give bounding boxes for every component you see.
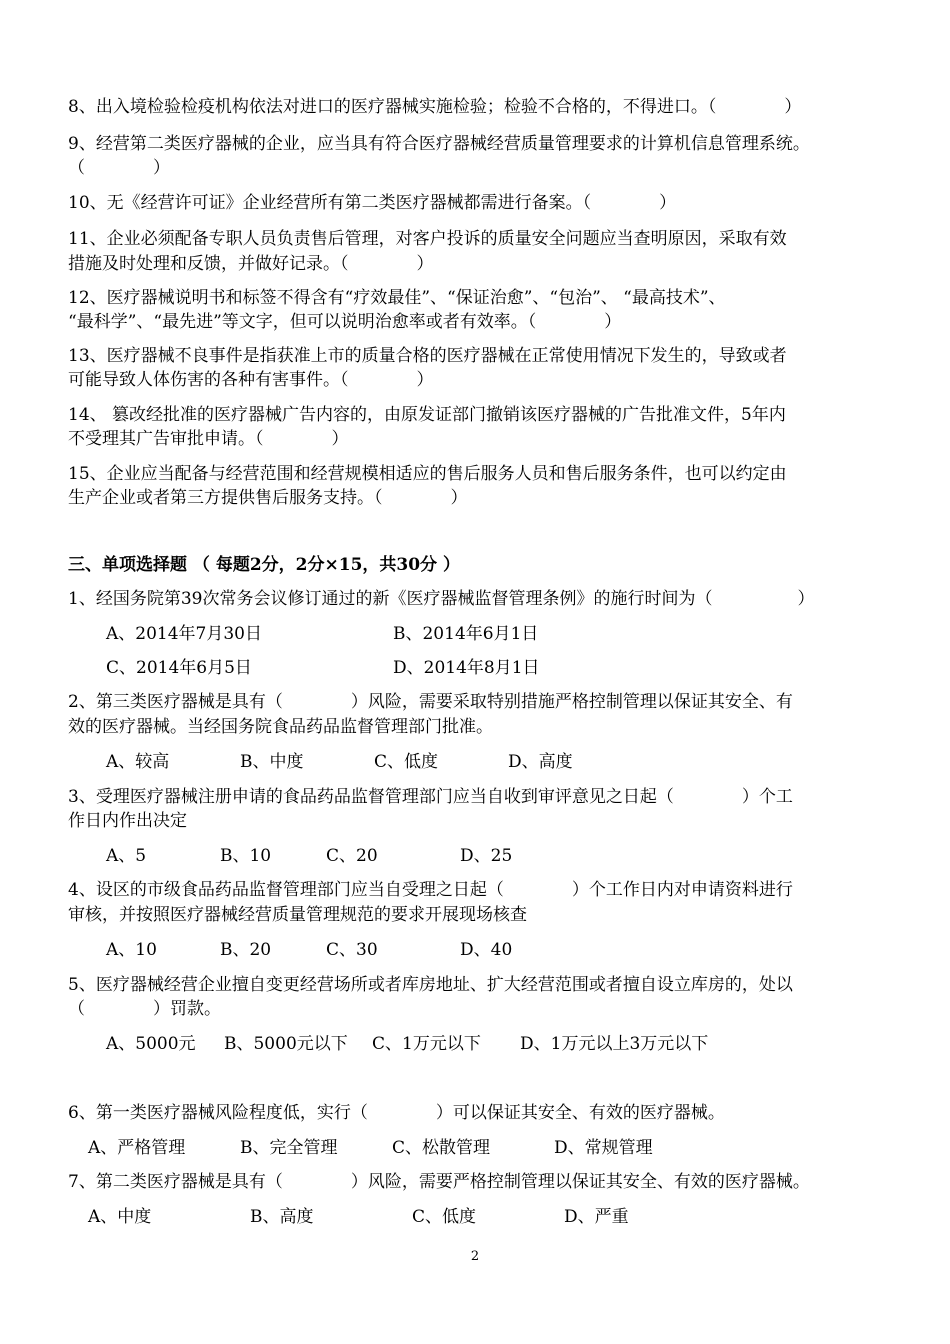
mc-question-7-line-1: 7、第二类医疗器械是具有（ ）风险，需要严格控制管理以保证其安全、有效的医疗器械。 [68, 1172, 810, 1192]
question-8-line-1: 8、出入境检验检疫机构依法对进口的医疗器械实施检验；检验不合格的，不得进口。（ ） [68, 97, 802, 117]
mc-question-5-option-a: A、5000元 [106, 1034, 196, 1054]
mc-question-7-options [88, 1207, 888, 1227]
mc-question-6-option-a: A、严格管理 [88, 1138, 186, 1158]
mc-question-3-option-b: B、10 [220, 846, 272, 866]
mc-question-3-options [106, 846, 906, 866]
mc-question-3-line-1: 3、受理医疗器械注册申请的食品药品监督管理部门应当自收到审评意见之日起（ ）个工 [68, 787, 793, 807]
mc-question-1-line-1: 1、经国务院第39次常务会议修订通过的新《医疗器械监督管理条例》的施行时间为（ ） [68, 589, 815, 609]
question-14-line-1: 14、 篡改经批准的医疗器械广告内容的，由原发证部门撤销该医疗器械的广告批准文件，5年内 [68, 405, 786, 425]
mc-question-4-option-a: A、10 [106, 940, 157, 960]
mc-question-7-option-b: B、高度 [250, 1207, 314, 1227]
mc-question-5-line-1: 5、医疗器械经营企业擅自变更经营场所或者库房地址、扩大经营范围或者擅自设立库房的，处以 [68, 975, 793, 995]
mc-question-6-option-b: B、完全管理 [240, 1138, 338, 1158]
question-14-line-2: 不受理其广告审批申请。（ ） [68, 429, 349, 449]
mc-question-2-option-d: D、高度 [508, 752, 573, 772]
mc-question-4-option-c: C、30 [326, 940, 378, 960]
question-9-line-2: （ ） [68, 158, 170, 178]
mc-question-5-options [106, 1034, 906, 1054]
question-9-line-1: 9、经营第二类医疗器械的企业，应当具有符合医疗器械经营质量管理要求的计算机信息管理系统。 [68, 134, 810, 154]
mc-question-3-option-a: A、5 [106, 846, 147, 866]
question-13-line-2: 可能导致人体伤害的各种有害事件。（ ） [68, 370, 434, 390]
mc-question-3-option-c: C、20 [326, 846, 378, 866]
mc-question-3-line-2: 作日内作出决定 [68, 811, 187, 831]
mc-question-1-option-a: A、2014年7月30日 [106, 624, 262, 644]
page-number: 2 [470, 1249, 480, 1264]
mc-question-1-options-row-1 [106, 624, 906, 644]
mc-question-2-line-2: 效的医疗器械。当经国务院食品药品监督管理部门批准。 [68, 717, 493, 737]
question-11-line-1: 11、企业必须配备专职人员负责售后管理，对客户投诉的质量安全问题应当查明原因，采取有效 [68, 229, 787, 249]
mc-question-7-option-c: C、低度 [412, 1207, 477, 1227]
question-11-line-2: 措施及时处理和反馈，并做好记录。（ ） [68, 254, 434, 274]
mc-question-1-option-c: C、2014年6月5日 [106, 658, 252, 678]
mc-question-7-option-a: A、中度 [88, 1207, 152, 1227]
question-15-line-2: 生产企业或者第三方提供售后服务支持。（ ） [68, 488, 468, 508]
mc-question-5-option-d: D、1万元以上3万元以下 [520, 1034, 709, 1054]
mc-question-4-options [106, 940, 906, 960]
mc-question-6-line-1: 6、第一类医疗器械风险程度低，实行（ ）可以保证其安全、有效的医疗器械。 [68, 1103, 725, 1123]
mc-question-2-option-c: C、低度 [374, 752, 439, 772]
mc-question-5-option-c: C、1万元以下 [372, 1034, 481, 1054]
mc-question-2-option-b: B、中度 [240, 752, 304, 772]
mc-question-4-option-b: B、20 [220, 940, 272, 960]
mc-question-1-options-row-2 [106, 658, 906, 678]
question-12-line-2: “最科学”、“最先进”等文字，但可以说明治愈率或者有效率。（ ） [68, 312, 622, 332]
mc-question-6-option-d: D、常规管理 [554, 1138, 653, 1158]
question-13-line-1: 13、医疗器械不良事件是指获准上市的质量合格的医疗器械在正常使用情况下发生的，导致或者 [68, 346, 787, 366]
mc-question-2-options [106, 752, 906, 772]
mc-question-6-options [88, 1138, 888, 1158]
section-3-heading: 三、单项选择题 （ 每题2分，2分×15，共30分 ） [68, 555, 460, 575]
mc-question-7-option-d: D、严重 [564, 1207, 629, 1227]
question-10-line-1: 10、无《经营许可证》企业经营所有第二类医疗器械都需进行备案。（ ） [68, 193, 677, 213]
question-15-line-1: 15、企业应当配备与经营范围和经营规模相适应的售后服务人员和售后服务条件，也可以约定由 [68, 464, 787, 484]
mc-question-1-option-b: B、2014年6月1日 [393, 624, 539, 644]
mc-question-1-option-d: D、2014年8月1日 [393, 658, 540, 678]
mc-question-5-line-2: （ ）罚款。 [68, 999, 221, 1019]
mc-question-4-line-2: 审核，并按照医疗器械经营质量管理规范的要求开展现场核查 [68, 905, 527, 925]
mc-question-4-option-d: D、40 [460, 940, 513, 960]
mc-question-5-option-b: B、5000元以下 [224, 1034, 348, 1054]
question-12-line-1: 12、医疗器械说明书和标签不得含有“疗效最佳”、“保证治愈”、“包治”、 “最高技术”、 [68, 288, 726, 308]
mc-question-2-option-a: A、较高 [106, 752, 170, 772]
mc-question-4-line-1: 4、设区的市级食品药品监督管理部门应当自受理之日起（ ）个工作日内对申请资料进行 [68, 880, 793, 900]
mc-question-6-option-c: C、松散管理 [392, 1138, 491, 1158]
mc-question-3-option-d: D、25 [460, 846, 513, 866]
mc-question-2-line-1: 2、第三类医疗器械是具有（ ）风险，需要采取特别措施严格控制管理以保证其安全、有 [68, 692, 793, 712]
